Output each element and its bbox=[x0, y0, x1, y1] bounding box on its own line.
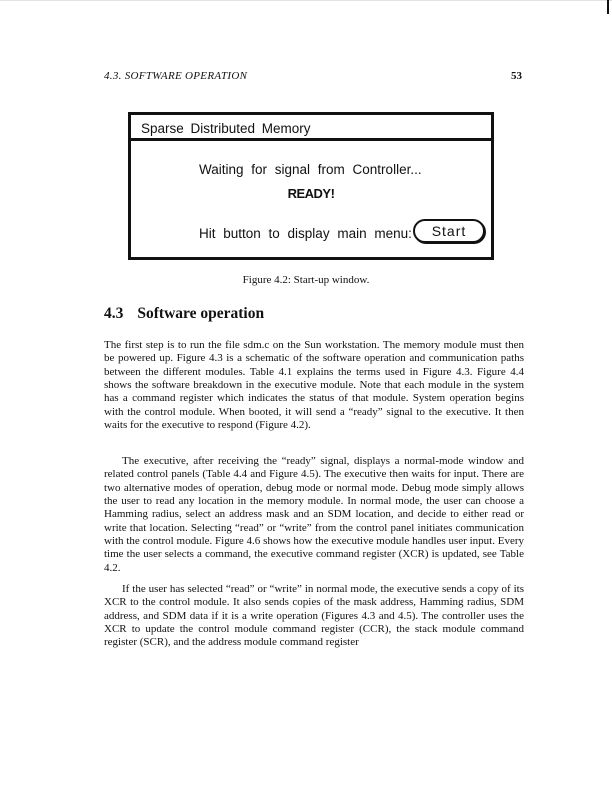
page-edge-mark bbox=[607, 0, 609, 14]
paragraph-2: The executive, after receiving the “ready” signal, displays a normal-mode window and related control panels (Table 4.4 and Figure 4.5). The executive then waits for input. There are two alternative modes of operation, debug mode or normal mode. Debug mode simply allows the user to read any location in the memory module. In normal mode, the user can choose a Hamming radius, select an address mask and an SDM location, and decide to either read or write that location. Selecting “read” or “write” from the control panel initiates communication with the control module. Figure 4.6 shows how the executive module handles user input. Every time the user selects a command, the executive command register (XCR) is updated, see Table 4.2. bbox=[104, 455, 524, 574]
window-title: Sparse Distributed Memory bbox=[141, 121, 311, 136]
startup-window bbox=[128, 112, 494, 260]
waiting-message: Waiting for signal from Controller... bbox=[199, 162, 422, 177]
menu-prompt: Hit button to display main menu: bbox=[199, 226, 412, 241]
paragraph-1: The first step is to run the file sdm.c on the Sun workstation. The memory module must then be powered up. Figure 4.3 is a schematic of the software operation and communication paths between the different modules. Table 4.1 explains the terms used in Figure 4.3. Figure 4.4 shows the software breakdown in the executive module. Note that each module in the system has a command register which indicates the status of that module. System operation begins with the control module. When booted, it will send a “ready” signal to the executive. It then waits for the executive to respond (Figure 4.2). bbox=[104, 339, 524, 432]
running-header bbox=[104, 70, 522, 86]
section-number: 4.3 bbox=[104, 305, 124, 322]
running-header-title: 4.3. SOFTWARE OPERATION bbox=[104, 70, 248, 82]
start-button[interactable]: Start bbox=[413, 219, 485, 243]
figure-caption: Figure 4.2: Start-up window. bbox=[242, 274, 370, 286]
window-title-bar bbox=[131, 115, 491, 141]
page-top-rule bbox=[0, 0, 612, 1]
paragraph-3: If the user has selected “read” or “write” in normal mode, the executive sends a copy of its XCR to the control module. It also sends copies of the mask address, Hamming radius, SDM address, and SDM data if it is a write operation (Figures 4.3 and 4.5). The controller uses the XCR to update the control module command register (CCR), the stack module command register (SCR), and the address module command register bbox=[104, 583, 524, 649]
section-heading bbox=[104, 305, 264, 323]
page-number: 53 bbox=[511, 70, 522, 82]
section-title: Software operation bbox=[137, 305, 265, 322]
ready-status: READY! bbox=[287, 186, 335, 201]
